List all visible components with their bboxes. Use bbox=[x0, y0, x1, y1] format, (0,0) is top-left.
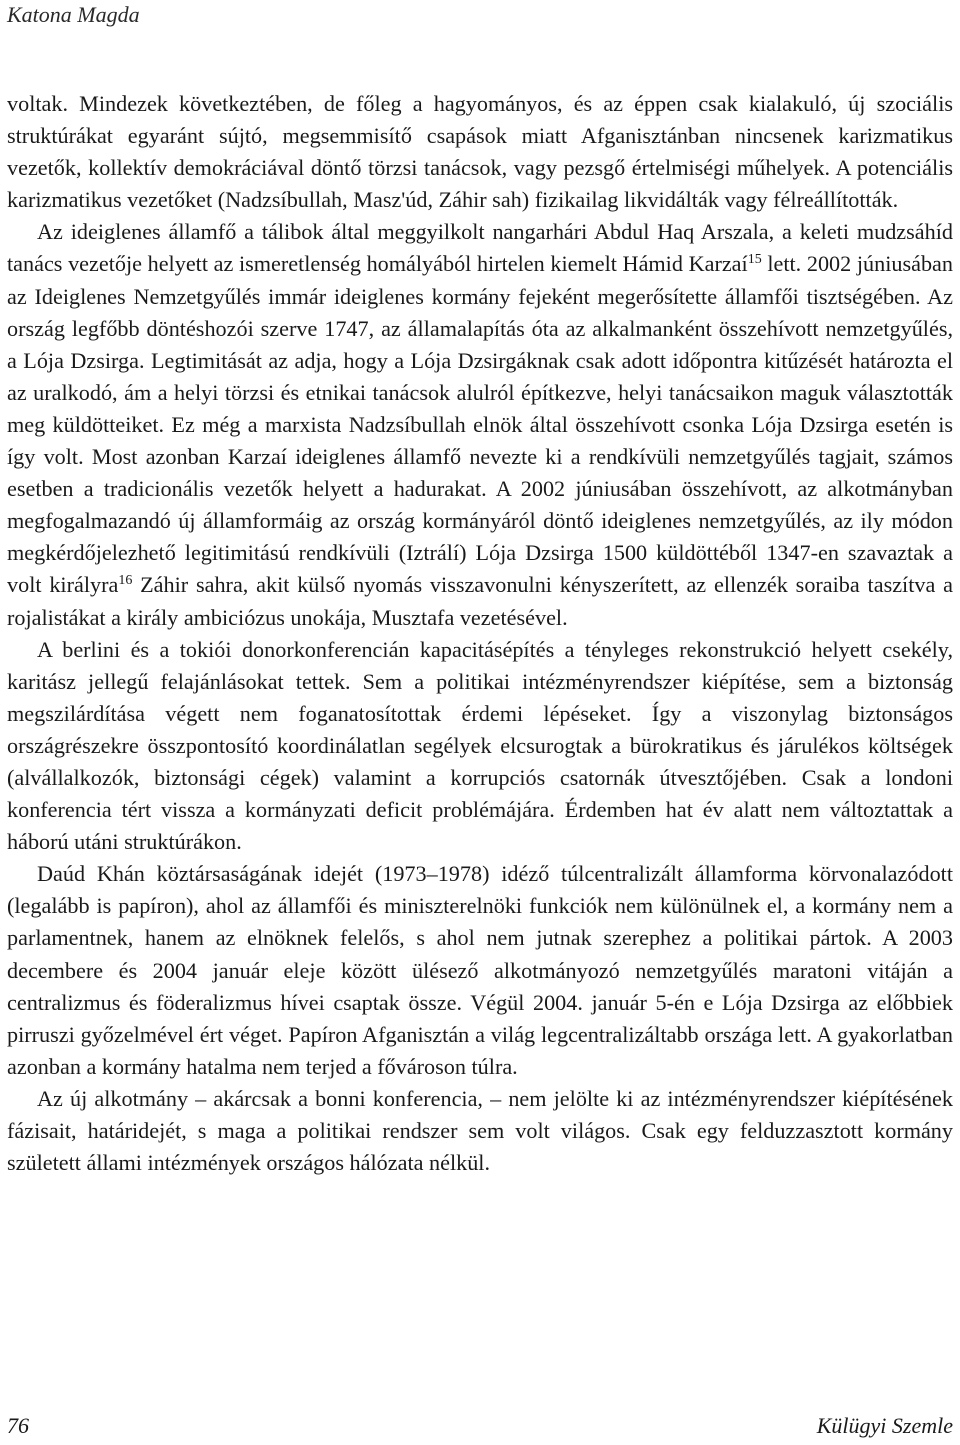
paragraph-text: voltak. Mindezek következtében, de főleg a hagyományos, és az éppen csak kialakuló, új szociális struktúrákat egyaránt sújtó, megsemmisítő csapások miatt Afganisztánban nincsenek karizmatikus vezetők, kollektív demokráciával döntő törzsi tanácsok, vagy pezsgő értelmiségi műhelyek. A potenciális karizmatikus vezetőket (Nadzsíbullah, Masz'úd, Záhir sah) fizikailag likvidálták vagy félreállították. bbox=[7, 91, 953, 213]
footnote-ref: 15 bbox=[747, 252, 762, 268]
footnote-ref: 16 bbox=[118, 573, 133, 589]
paragraph-text: A berlini és a tokiói donorkonferencián kapacitásépítés a tényleges rekonstrukció helyett csekély, karitász jellegű felajánlásokat tettek. Sem a politikai intézményrendszer kiépítése, sem a biztonság megszilárdítása végett nem foganatosítottak érdemi lépéseket. Így a viszonylag biztonságos országrészekre összpontosító koordinálatlan segélyek elcsurogtak a bürokratikus és járulékos költségek (alvállalkozók, biztonsági cégek) valamint a korrupciós csatornák útvesztőjében. Csak a londoni konferencia tért vissza a kormányzati deficit problémájára. Érdemben hat év alatt nem változtattak a háború utáni struktúrákon. bbox=[7, 636, 953, 855]
paragraph bbox=[7, 216, 953, 633]
paragraph bbox=[7, 858, 953, 1083]
paragraph-text: Záhir sahra, akit külső nyomás visszavonulni kényszerített, az ellenzék soraiba taszítva a rojalistákat a király ambiciózus unokája, Musztafa vezetésével. bbox=[7, 572, 953, 630]
paragraph bbox=[7, 1083, 953, 1179]
paragraph bbox=[7, 88, 953, 216]
paragraph-text: Az ideiglenes államfő a tálibok által meggyilkolt nangarhári Abdul Haq Arszala, a keleti mudzsáhíd tanács vezetője helyett az ismeretlenség homályából hirtelen kiemelt Hámid Karzaí bbox=[7, 219, 953, 277]
running-head-author: Katona Magda bbox=[7, 2, 140, 27]
journal-title: Külügyi Szemle bbox=[816, 1413, 953, 1438]
article-body bbox=[7, 88, 953, 1179]
paragraph-text: Daúd Khán köztársaságának idejét (1973–1978) idéző túlcentralizált államforma körvonalazódott (legalább is papíron), ahol az államfői és miniszterelnöki funkciók nem különülnek el, a kormány nem a parlamentnek, hanem az elnöknek felelős, s ahol nem jutnak szerephez a politikai pártok. A 2003 decembere és 2004 január eleje között ülésező alkotmányozó nemzetgyűlés maratoni vitáján a centralizmus és föderalizmus hívei csaptak össze. Végül 2004. január 5-én e Lója Dzsirga az előbbiek pirruszi győzelmével ért véget. Papíron Afganisztán a világ legcentralizáltabb országa lett. A gyakorlatban azonban a kormány hatalma nem terjed a fővároson túlra. bbox=[7, 861, 953, 1079]
paragraph bbox=[7, 634, 953, 859]
page-number: 76 bbox=[7, 1413, 29, 1438]
paragraph-text: Az új alkotmány – akárcsak a bonni konferencia, – nem jelölte ki az intézményrendszer kiépítésének fázisait, határidejét, s maga a politikai rendszer sem volt világos. Csak egy felduzzasztott kormány született állami intézmények országos hálózata nélkül. bbox=[7, 1085, 953, 1176]
paragraph-text: lett. 2002 júniusában az Ideiglenes Nemzetgyűlés immár ideiglenes kormány fejeként megerősítette államfői tisztségében. Az ország legfőbb döntéshozói szerve 1747, az államalapítás óta az alkalmanként összehívott nemzetgyűlés, a Lója Dzsirga. Legtimitását az adja, hogy a Lója Dzsirgáknak csak adott időpontra kitűzését határozta el az uralkodó, ám a helyi törzsi és etnikai tanácsok alulról építkezve, helyi tanácsaikon maguk választották meg küldötteiket. Ez még a marxista Nadzsíbullah elnök által összehívott csonka Lója Dzsirga esetén is így volt. Most azonban Karzaí ideiglenes államfő nevezte ki a rendkívüli nemzetgyűlés tagjait, számos esetben a tradicionális vezetők helyett a hadurakat. A 2002 júniusában összehívott, az alkotmányban megfogalmazandó új államformáig az ország kormányáról döntő ideiglenes nemzetgyűlés, az ily módon megkérdőjelezhető legitimitású rendkívüli (Iztrálí) Lója Dzsirga 1500 küldöttéből 1347-en szavaztak a volt királyra bbox=[7, 251, 953, 598]
